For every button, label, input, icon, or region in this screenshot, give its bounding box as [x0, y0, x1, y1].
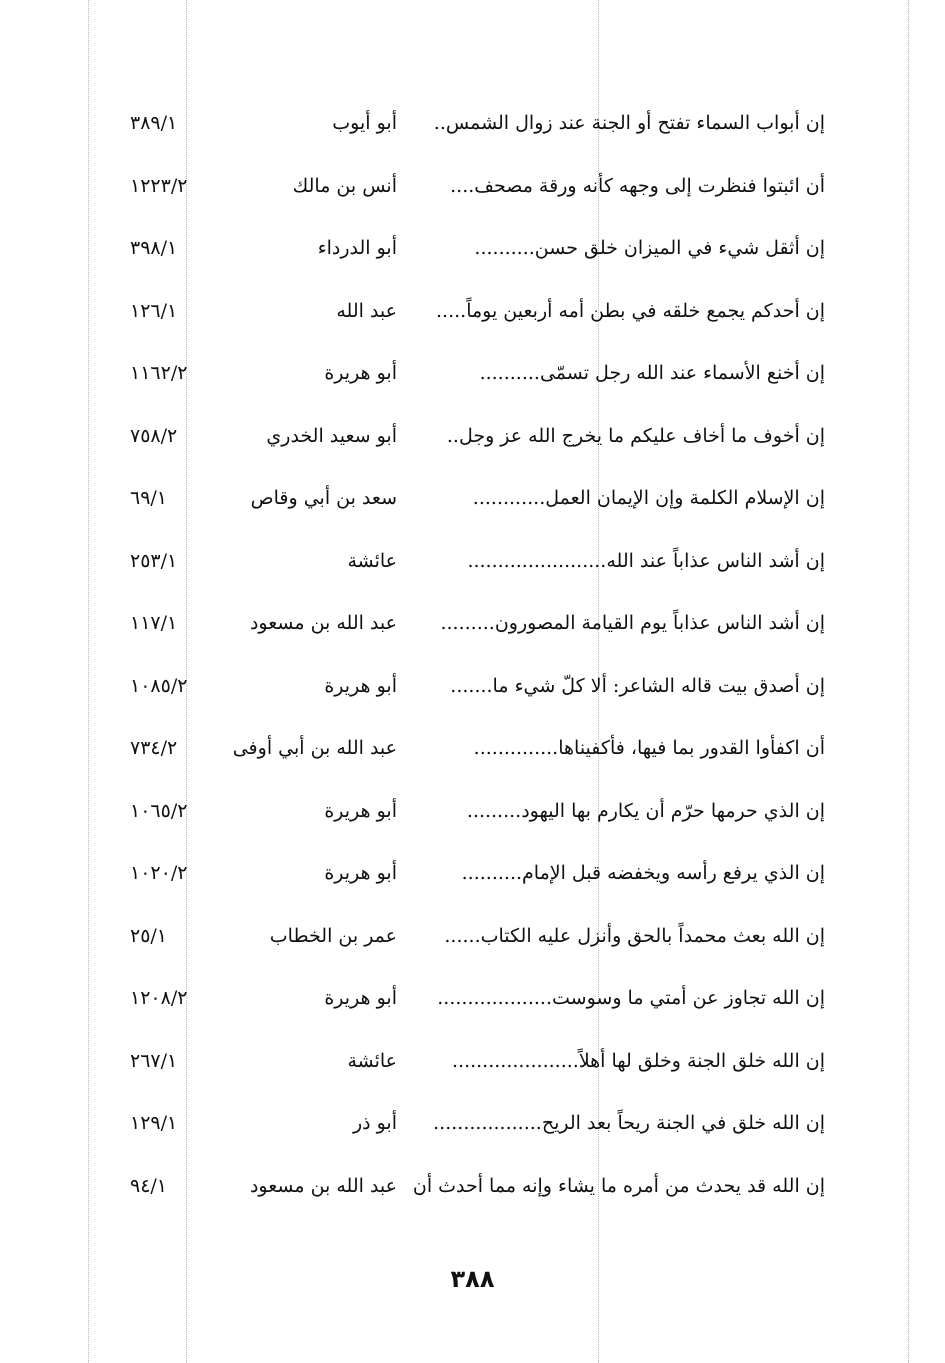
- hadith-text: إن أشد الناس عذاباً يوم القيامة المصورون.........: [440, 612, 825, 634]
- narrator-name: سعد بن أبي وقاص: [250, 487, 397, 509]
- index-entry: [130, 346, 825, 409]
- hadith-index-list: [130, 96, 825, 1221]
- index-entry: [130, 534, 825, 597]
- hadith-text: إن الله تجاوز عن أمتي ما وسوست...................: [437, 987, 825, 1009]
- narrator-name: أبو هريرة: [324, 799, 397, 822]
- hadith-text: إن الذي يرفع رأسه ويخفضه قبل الإمام..........: [461, 862, 825, 884]
- volume-page-ref: ١١٦٢/٢: [130, 362, 188, 384]
- index-entry: [130, 1096, 825, 1159]
- narrator-name: عائشة: [347, 1049, 397, 1072]
- volume-page-ref: ٢٦٧/١: [130, 1049, 178, 1072]
- index-entry: [130, 96, 825, 159]
- narrator-name: أبو ذر: [352, 1112, 397, 1134]
- index-entry: [130, 721, 825, 784]
- index-entry: [130, 159, 825, 222]
- volume-page-ref: ٣٩٨/١: [130, 237, 178, 259]
- hadith-text: إن الذي حرمها حرّم أن يكارم بها اليهود.........: [466, 799, 825, 822]
- volume-page-ref: ١٢٦/١: [130, 299, 178, 322]
- narrator-name: عائشة: [347, 549, 397, 572]
- narrator-name: أبو هريرة: [324, 987, 397, 1009]
- volume-page-ref: ١٢٢٣/٢: [130, 174, 188, 197]
- volume-page-ref: ١٠٨٥/٢: [130, 674, 188, 697]
- narrator-name: أبو سعيد الخدري: [266, 424, 397, 447]
- scan-guide-line: [88, 0, 89, 1363]
- index-entry: [130, 1159, 825, 1222]
- index-entry: [130, 909, 825, 972]
- index-entry: [130, 659, 825, 722]
- volume-page-ref: ٧٣٤/٢: [130, 737, 178, 759]
- hadith-text: إن أخوف ما أخاف عليكم ما يخرج الله عز وجل..: [446, 424, 825, 447]
- volume-page-ref: ١١٧/١: [130, 612, 178, 634]
- hadith-text: إن أخنع الأسماء عند الله رجل تسمّى..........: [479, 362, 825, 384]
- index-entry: [130, 846, 825, 909]
- narrator-name: أنس بن مالك: [292, 174, 397, 197]
- narrator-name: أبو أيوب: [332, 112, 397, 134]
- narrator-name: عبد الله بن مسعود: [249, 612, 397, 634]
- hadith-text: إن الإسلام الكلمة وإن الإيمان العمل............: [472, 487, 825, 509]
- index-entry: [130, 971, 825, 1034]
- hadith-text: إن الله بعث محمداً بالحق وأنزل عليه الكتاب......: [444, 924, 825, 947]
- volume-page-ref: ٢٥/١: [130, 924, 168, 947]
- hadith-text: أن اكفأوا القدور بما فيها، فأكفيناها..............: [473, 737, 825, 759]
- hadith-text: إن الله خلق الجنة وخلق لها أهلاً.....................: [451, 1049, 825, 1072]
- hadith-text: إن أحدكم يجمع خلقه في بطن أمه أربعين يوماً.....: [436, 299, 825, 322]
- index-entry: [130, 1034, 825, 1097]
- index-entry: [130, 409, 825, 472]
- volume-page-ref: ١٢٠٨/٢: [130, 987, 188, 1009]
- hadith-text: إن أشد الناس عذاباً عند الله.......................: [467, 549, 825, 572]
- volume-page-ref: ٦٩/١: [130, 487, 168, 509]
- index-entry: [130, 784, 825, 847]
- volume-page-ref: ٧٥٨/٢: [130, 424, 178, 447]
- volume-page-ref: ٩٤/١: [130, 1174, 168, 1197]
- volume-page-ref: ٣٨٩/١: [130, 112, 178, 134]
- hadith-text: أن ائبتوا فنظرت إلى وجهه كأنه ورقة مصحف....: [450, 174, 825, 197]
- index-entry: [130, 221, 825, 284]
- narrator-name: أبو هريرة: [324, 862, 397, 884]
- index-entry: [130, 596, 825, 659]
- index-entry: [130, 284, 825, 347]
- narrator-name: أبو هريرة: [324, 362, 397, 384]
- volume-page-ref: ١٢٩/١: [130, 1112, 178, 1134]
- scan-guide-line: [908, 0, 909, 1363]
- index-entry: [130, 471, 825, 534]
- volume-page-ref: ٢٥٣/١: [130, 549, 178, 572]
- volume-page-ref: ١٠٦٥/٢: [130, 799, 188, 822]
- narrator-name: أبو الدرداء: [317, 237, 397, 259]
- hadith-text: إن أصدق بيت قاله الشاعر: ألا كلّ شيء ما.......: [450, 674, 825, 697]
- volume-page-ref: ١٠٢٠/٢: [130, 862, 188, 884]
- narrator-name: عبد الله: [336, 299, 397, 322]
- narrator-name: عبد الله بن مسعود: [249, 1174, 397, 1197]
- hadith-text: إن الله قد يحدث من أمره ما يشاء وإنه مما أحدث أن: [412, 1174, 825, 1197]
- hadith-text: إن الله خلق في الجنة ريحاً بعد الريح..................: [433, 1112, 825, 1134]
- narrator-name: أبو هريرة: [324, 674, 397, 697]
- hadith-text: إن أبواب السماء تفتح أو الجنة عند زوال الشمس..: [433, 112, 825, 134]
- narrator-name: عمر بن الخطاب: [269, 924, 397, 947]
- page-number: ٣٨٨: [450, 1265, 495, 1293]
- hadith-text: إن أثقل شيء في الميزان خلق حسن..........: [474, 237, 825, 259]
- narrator-name: عبد الله بن أبي أوفى: [232, 737, 397, 759]
